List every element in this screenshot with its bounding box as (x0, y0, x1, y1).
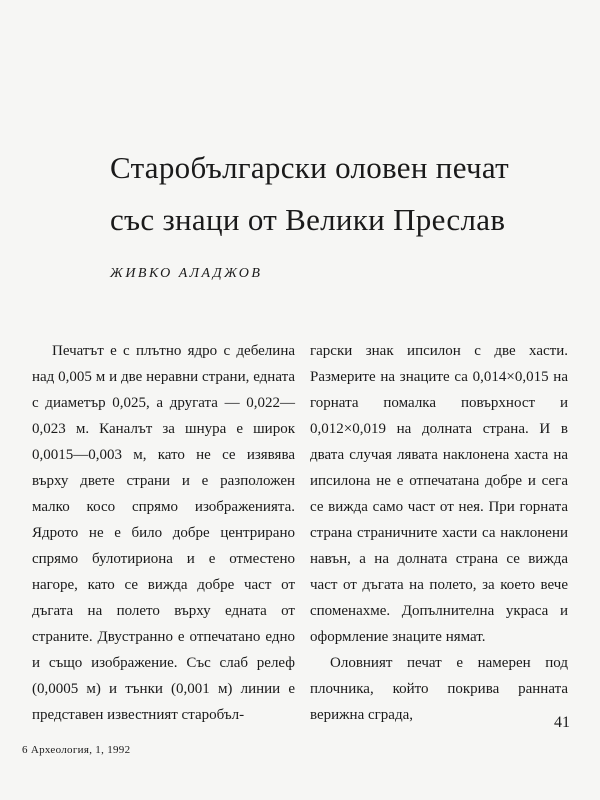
article-title (110, 142, 510, 246)
right-paragraph-1: гарски знак ипсилон с две хасти. Размерите на знаците са 0,014×0,015 на горната помалка повърхност и 0,012×0,019 на долната страна. И в двата случая лявата наклонена хаста на ипсилона не е отпечатана добре и сега се вижда само част от нея. При горната страна страничните хасти са наклонени навън, а на долната страна се вижда част от дъгата на полето, за което вече споменахме. Допълнителна украса и оформление знаците нямат. (310, 343, 568, 645)
left-paragraph: Печатът е с плътно ядро с дебелина над 0,005 м и две неравни страни, едната с диаметър 0,025, а другата — 0,022—0,023 м. Каналът за шнура е широк 0,0015—0,003 м, като не се изявява върху двете страни и е разположен малко косо спрямо изображенията. Ядрото не е било добре центрирано спрямо булотириона и е отместено нагоре, като се вижда добре част от дъгата на полето върху едната от страните. Двустранно е отпечатано едно и също изображение. Със слаб релеф (0,0005 м) и тънки (0,001 м) линии е представен известният старобъл- (32, 343, 295, 723)
title-line-2: със знаци от Велики Преслав (110, 202, 506, 237)
author-name: ЖИВКО АЛАДЖОВ (110, 266, 263, 281)
left-column (32, 338, 295, 728)
page-number: 41 (554, 714, 570, 731)
right-column (310, 338, 568, 728)
right-paragraph-2: Оловният печат е намерен под плочника, който покрива ранната верижна сграда, (310, 655, 568, 723)
journal-footer: 6 Археология, 1, 1992 (22, 744, 131, 756)
title-line-1: Старобългарски оловен печат (110, 150, 509, 185)
